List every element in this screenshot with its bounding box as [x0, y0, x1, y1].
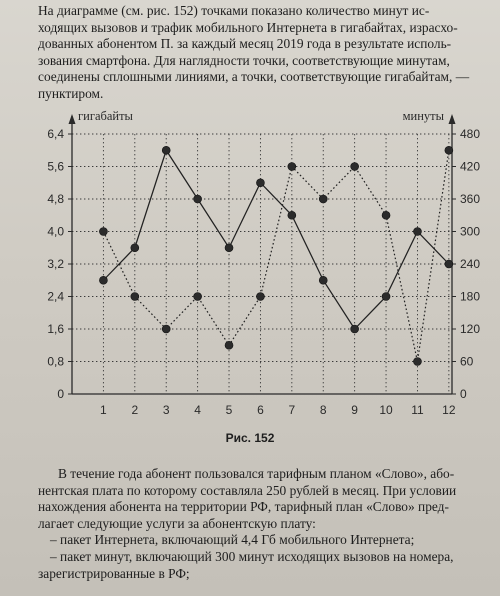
gigabytes-point	[288, 163, 296, 171]
gigabytes-point	[445, 146, 453, 154]
intro-line: пунктиром.	[38, 85, 104, 101]
chart-points	[99, 146, 452, 365]
right-axis-tick-label: 420	[460, 159, 481, 174]
figure-caption: Рис. 152	[225, 431, 275, 445]
x-axis-tick-label: 2	[131, 403, 139, 417]
gigabytes-point	[256, 293, 264, 301]
left-axis-arrow	[69, 114, 76, 124]
minutes-point	[194, 195, 202, 203]
right-axis-tick-label: 180	[460, 289, 481, 304]
minutes-point	[256, 179, 264, 187]
intro-line: ходящих вызовов и трафик мобильного Интернета в гигабайтах, израсхо-	[38, 19, 458, 35]
right-axis-tick-label: 120	[460, 322, 481, 336]
left-axis-tick-label: 4,0	[47, 224, 64, 239]
x-axis-tick-label: 3	[162, 403, 170, 417]
right-axis-tick-label: 0	[460, 387, 467, 401]
gigabytes-point	[319, 195, 327, 203]
gigabytes-point	[99, 228, 107, 236]
x-axis-tick-label: 11	[411, 403, 424, 417]
minutes-series-line	[103, 150, 448, 329]
x-axis-tick-label: 4	[194, 403, 201, 417]
gigabytes-point	[413, 358, 421, 366]
body-line: нахождения абонента на территории РФ, тарифный план «Слово» пред-	[38, 499, 449, 515]
minutes-point	[445, 260, 453, 268]
gigabytes-point	[162, 325, 170, 333]
x-axis-tick-label: 10	[379, 403, 393, 417]
left-axis-tick-label: 0	[57, 387, 64, 401]
chart-axes	[68, 114, 456, 394]
intro-line: зования смартфона. Для наглядности точки, соответствующие минутам,	[38, 52, 450, 68]
intro-line: На диаграмме (см. рис. 152) точками показано количество минут ис-	[38, 3, 430, 18]
left-axis-tick-label: 3,2	[47, 257, 64, 271]
right-axis-tick-label: 360	[460, 192, 481, 206]
gigabytes-point	[351, 163, 359, 171]
minutes-point	[319, 276, 327, 284]
minutes-point	[162, 146, 170, 154]
gigabytes-point	[225, 341, 233, 349]
gigabytes-series-line	[103, 150, 448, 361]
minutes-point	[131, 244, 139, 252]
x-axis-tick-label: 5	[225, 403, 233, 417]
left-axis-tick-label: 5,6	[47, 159, 64, 174]
right-axis-tick-label: 60	[460, 354, 474, 369]
x-axis-tick-label: 8	[319, 403, 327, 417]
x-axis-tick-label: 12	[442, 403, 456, 417]
minutes-gigabytes-chart	[0, 100, 500, 430]
right-axis-tick-label: 240	[460, 257, 481, 271]
intro-paragraph	[38, 3, 482, 103]
left-axis-tick-label: 4,8	[47, 192, 64, 206]
intro-line: дованных абонентом П. за каждый месяц 2019 года в результате исполь-	[38, 36, 452, 52]
chart-grid	[72, 134, 452, 394]
intro-line: соединены сплошными линиями, а точки, соответствующие гигабайтам, —	[38, 69, 470, 85]
left-axis-tick-label: 1,6	[47, 322, 64, 336]
gigabytes-point	[194, 293, 202, 301]
minutes-point	[413, 228, 421, 236]
right-axis-label: минуты	[402, 109, 444, 123]
gigabytes-point	[131, 293, 139, 301]
body-line: зарегистрированные в РФ;	[38, 565, 190, 581]
minutes-point	[99, 276, 107, 284]
minutes-point	[351, 325, 359, 333]
x-axis-tick-label: 7	[288, 403, 296, 417]
right-axis-tick-label: 300	[460, 224, 481, 239]
minutes-point	[288, 211, 296, 219]
right-axis-arrow	[449, 114, 456, 124]
chart-tick-labels	[47, 109, 480, 417]
x-axis-tick-label: 1	[100, 403, 107, 417]
chart-series-lines	[103, 150, 448, 361]
left-axis-tick-label: 2,4	[47, 289, 64, 304]
right-axis-tick-label: 480	[460, 127, 481, 141]
left-axis-tick-label: 6,4	[47, 127, 64, 141]
minutes-point	[382, 293, 390, 301]
body-line: нентская плата по которому составляла 250 рублей в месяц. При условии	[38, 482, 457, 498]
minutes-point	[225, 244, 233, 252]
gigabytes-point	[382, 211, 390, 219]
body-line: – пакет Интернета, включающий 4,4 Гб мобильного Интернета;	[50, 532, 415, 548]
x-axis-tick-label: 6	[257, 403, 264, 417]
body-line: – пакет минут, включающий 300 минут исходящих вызовов на номера,	[50, 548, 454, 564]
left-axis-label: гигабайты	[78, 109, 133, 123]
body-line: лагает следующие услуги за абонентскую плату:	[38, 515, 316, 531]
body-paragraph	[38, 466, 482, 582]
left-axis-tick-label: 0,8	[47, 354, 64, 369]
body-line: В течение года абонент пользовался тарифным планом «Слово», або-	[58, 466, 455, 481]
x-axis-tick-label: 9	[351, 403, 358, 417]
